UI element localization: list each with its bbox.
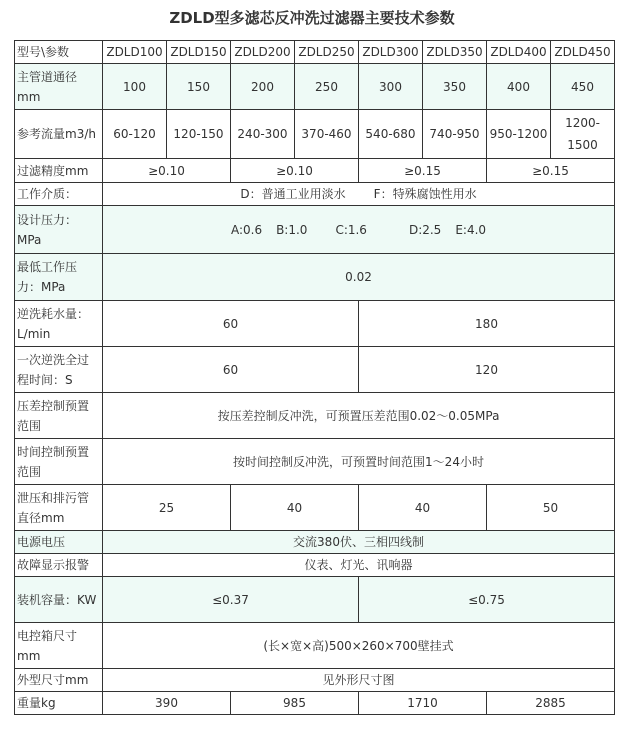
table-cell: 1710	[359, 692, 487, 715]
table-row-diff-control	[15, 393, 615, 439]
table-cell: 100	[103, 64, 167, 110]
row-label: 参考流量m3/h	[15, 110, 103, 159]
table-row-time-control	[15, 439, 615, 485]
table-cell: ZDLD350	[423, 41, 487, 64]
table-cell: 390	[103, 692, 231, 715]
table-cell: 见外形尺寸图	[103, 669, 615, 692]
row-label: 最低工作压力：MPa	[15, 254, 103, 301]
table-cell: ≤0.75	[359, 577, 615, 623]
row-label: 逆洗耗水量：L/min	[15, 301, 103, 347]
row-label: 设计压力：MPa	[15, 206, 103, 254]
table-cell: 450	[551, 64, 615, 110]
table-cell: 180	[359, 301, 615, 347]
row-label: 时间控制预置范围	[15, 439, 103, 485]
table-cell: ≥0.10	[231, 159, 359, 183]
medium-f: F：特殊腐蚀性用水	[373, 187, 477, 201]
table-cell: 200	[231, 64, 295, 110]
table-cell: 350	[423, 64, 487, 110]
table-row-pipe	[15, 64, 615, 110]
table-cell: 120-150	[167, 110, 231, 159]
pressure-e: E:4.0	[455, 222, 487, 237]
pressure-c: C:1.6	[335, 222, 367, 237]
table-cell: 985	[231, 692, 359, 715]
table-row-flow	[15, 110, 615, 159]
table-row-alarm	[15, 554, 615, 577]
table-cell: ZDLD100	[103, 41, 167, 64]
table-cell: ≥0.15	[487, 159, 615, 183]
table-cell: ZDLD300	[359, 41, 423, 64]
table-cell: 740-950	[423, 110, 487, 159]
table-cell: ≥0.10	[103, 159, 231, 183]
table-row-min-pressure	[15, 254, 615, 301]
row-label: 装机容量：KW	[15, 577, 103, 623]
table-cell	[103, 206, 615, 254]
table-cell: ≤0.37	[103, 577, 359, 623]
table-row-power	[15, 531, 615, 554]
table-cell: 40	[359, 485, 487, 531]
row-label: 泄压和排污管直径mm	[15, 485, 103, 531]
page-title: ZDLD型多滤芯反冲洗过滤器主要技术参数	[169, 9, 455, 27]
row-label: 压差控制预置范围	[15, 393, 103, 439]
table-cell: 400	[487, 64, 551, 110]
table-row-outline	[15, 669, 615, 692]
table-row-backwash-time	[15, 347, 615, 393]
table-cell: 540-680	[359, 110, 423, 159]
table-cell: 仪表、灯光、讯响器	[103, 554, 615, 577]
row-label: 型号\参数	[15, 41, 103, 64]
row-label: 一次逆洗全过程时间：S	[15, 347, 103, 393]
table-cell: 240-300	[231, 110, 295, 159]
row-label: 电控箱尺寸mm	[15, 623, 103, 669]
table-cell: ZDLD250	[295, 41, 359, 64]
pressure-a: A:0.6	[230, 222, 263, 237]
table-row-medium	[15, 183, 615, 206]
table-row-pressure	[15, 206, 615, 254]
row-label: 工作介质：	[15, 183, 103, 206]
table-cell: 370-460	[295, 110, 359, 159]
table-cell: 50	[487, 485, 615, 531]
pressure-d: D:2.5	[408, 222, 442, 237]
table-cell: 250	[295, 64, 359, 110]
table-cell: 1200-1500	[551, 110, 615, 159]
row-label: 重量kg	[15, 692, 103, 715]
spec-table	[14, 40, 615, 715]
table-cell: 0.02	[103, 254, 615, 301]
table-cell: 40	[231, 485, 359, 531]
row-label: 过滤精度mm	[15, 159, 103, 183]
row-label: 故障显示报警	[15, 554, 103, 577]
table-cell: 950-1200	[487, 110, 551, 159]
table-cell: ZDLD200	[231, 41, 295, 64]
pressure-b: B:1.0	[276, 222, 308, 237]
table-cell: ZDLD400	[487, 41, 551, 64]
table-cell: ZDLD150	[167, 41, 231, 64]
table-cell: (长×宽×高)500×260×700壁挂式	[103, 623, 615, 669]
row-label: 电源电压	[15, 531, 103, 554]
table-cell: 交流380伏、三相四线制	[103, 531, 615, 554]
table-cell: 60-120	[103, 110, 167, 159]
table-cell: ZDLD450	[551, 41, 615, 64]
table-row-weight	[15, 692, 615, 715]
table-cell: 300	[359, 64, 423, 110]
table-cell: 按压差控制反冲洗，可预置压差范围0.02～0.05MPa	[103, 393, 615, 439]
table-cell	[103, 183, 615, 206]
table-cell: 按时间控制反冲洗，可预置时间范围1～24小时	[103, 439, 615, 485]
table-row-model	[15, 41, 615, 64]
table-row-backwash-water	[15, 301, 615, 347]
table-cell: 120	[359, 347, 615, 393]
medium-d: D：普通工业用淡水	[240, 187, 346, 201]
table-cell: 60	[103, 347, 359, 393]
row-label: 主管道通径mm	[15, 64, 103, 110]
table-cell: 150	[167, 64, 231, 110]
table-cell: 2885	[487, 692, 615, 715]
table-row-capacity	[15, 577, 615, 623]
table-cell: ≥0.15	[359, 159, 487, 183]
table-cell: 60	[103, 301, 359, 347]
row-label: 外型尺寸mm	[15, 669, 103, 692]
table-row-drain	[15, 485, 615, 531]
table-row-box	[15, 623, 615, 669]
table-row-precision	[15, 159, 615, 183]
table-cell: 25	[103, 485, 231, 531]
